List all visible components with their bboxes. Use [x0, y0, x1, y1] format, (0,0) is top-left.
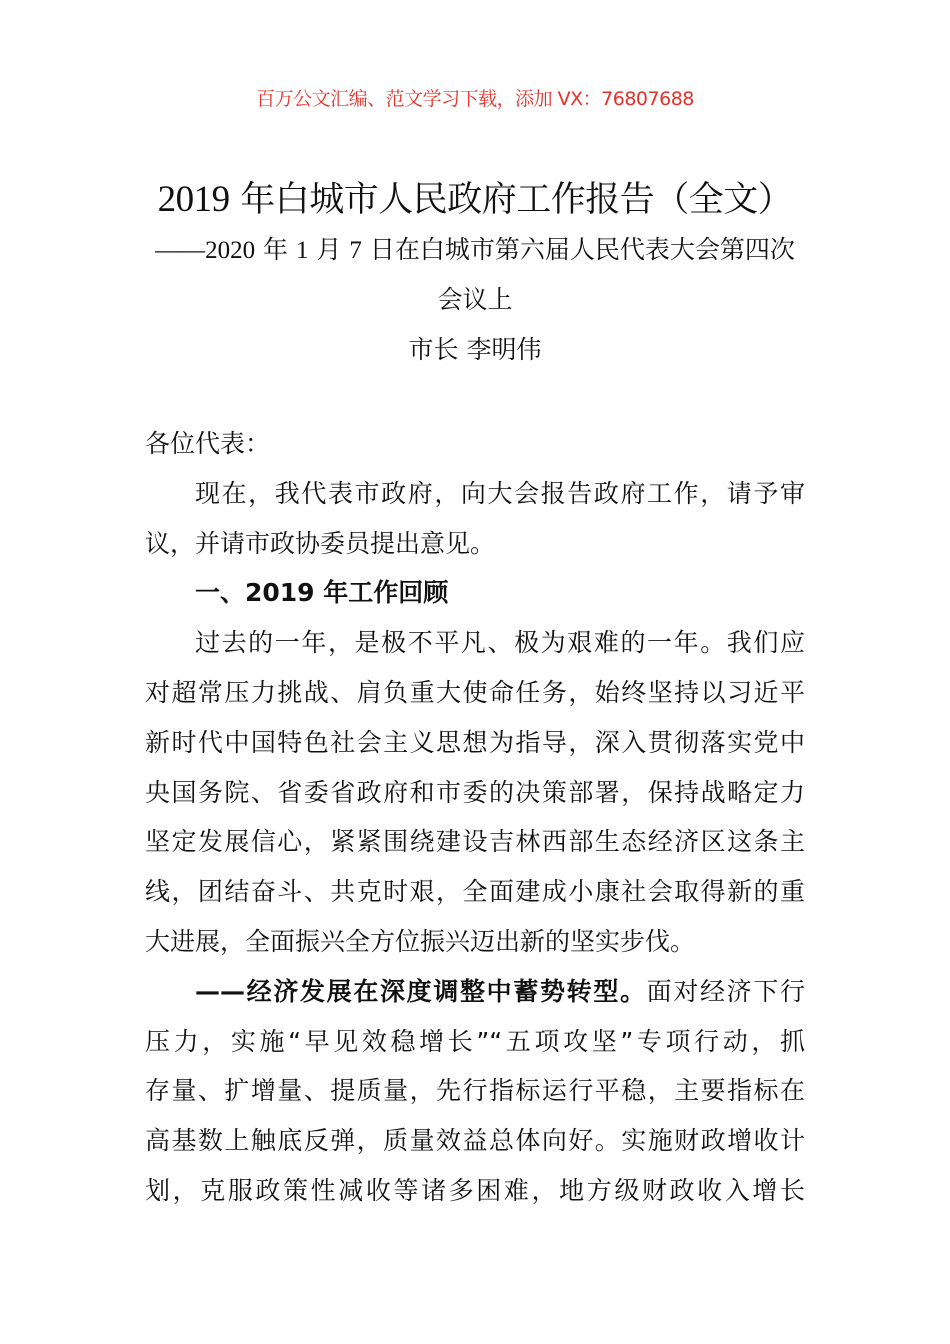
subtitle-text: 年 — [255, 235, 297, 264]
subtitle-year: 2020 — [205, 237, 256, 264]
text: 高基数上触底反弹，质量效益总体向好。实施财政增收计 — [145, 1126, 805, 1156]
paragraph-line — [145, 967, 805, 1017]
text: 对超常压力挑战、肩负重大使命任务，始终坚持以习近平 — [145, 677, 805, 707]
text: 坚定发展信心，紧紧围绕建设吉林西部生态经济区这条主 — [145, 827, 805, 857]
text: 划，克服政策性减收等诸多困难，地方级财政收入增长 — [145, 1175, 805, 1205]
document-body — [145, 419, 805, 1216]
subtitle-day: 7 — [349, 237, 362, 264]
paragraph-line — [145, 1066, 805, 1116]
subtitle-line-1 — [0, 230, 950, 266]
paragraph-line — [145, 668, 805, 718]
title-year: 2019 — [157, 179, 230, 220]
subtitle-line-2: 会议上 — [437, 285, 513, 314]
bold-text: 一、2019 年工作回顾 — [195, 578, 449, 608]
text: 大进展，全面振兴全方位振兴迈出新的坚实步伐。 — [145, 926, 696, 956]
text: 各位代表： — [145, 429, 271, 458]
text: 议，并请市政协委员提出意见。 — [145, 528, 496, 558]
paragraph-line — [145, 1166, 805, 1216]
text: 新时代中国特色社会主义思想为指导，深入贯彻落实党中 — [145, 727, 805, 757]
text: 面对经济下行 — [646, 976, 805, 1006]
subtitle-month: 1 — [296, 237, 309, 264]
paragraph-line — [145, 1116, 805, 1166]
subtitle-text: 日在白城市第六届人民代表大会第四次 — [361, 235, 795, 264]
text: 线，团结奋斗、共克时艰，全面建成小康社会取得新的重 — [145, 877, 805, 907]
bold-text: ——经济发展在深度调整中蓄势转型。 — [195, 976, 647, 1006]
text: 过去的一年，是极不平凡、极为艰难的一年。我们应 — [195, 628, 805, 658]
document-title — [0, 172, 950, 222]
title-text: 年白城市人民政府工作报告（全文） — [229, 180, 793, 220]
paragraph-line — [145, 867, 805, 917]
paragraph-line — [145, 469, 805, 519]
paragraph-line — [145, 519, 805, 569]
paragraph-line — [145, 718, 805, 768]
paragraph-line — [145, 618, 805, 668]
watermark-banner: 百万公文汇编、范文学习下载，添加 VX：76807688 — [256, 88, 694, 110]
text: 存量、扩增量、提质量，先行指标运行平稳，主要指标在 — [145, 1076, 805, 1106]
paragraph-line — [145, 917, 805, 967]
text: 央国务院、省委省政府和市委的决策部署，保持战略定力 — [145, 777, 805, 807]
author-line: 市长 李明伟 — [408, 335, 542, 364]
paragraph-line — [145, 817, 805, 867]
subtitle-dash: —— — [155, 237, 206, 264]
subtitle-text: 月 — [308, 235, 350, 264]
paragraph-line — [145, 419, 805, 469]
paragraph-line — [145, 568, 805, 618]
text: 压力，实施“早见效稳增长”“五项攻坚”专项行动，抓 — [145, 1026, 805, 1056]
text: 现在，我代表市政府，向大会报告政府工作，请予审 — [195, 478, 805, 508]
paragraph-line — [145, 768, 805, 818]
paragraph-line — [145, 1017, 805, 1067]
